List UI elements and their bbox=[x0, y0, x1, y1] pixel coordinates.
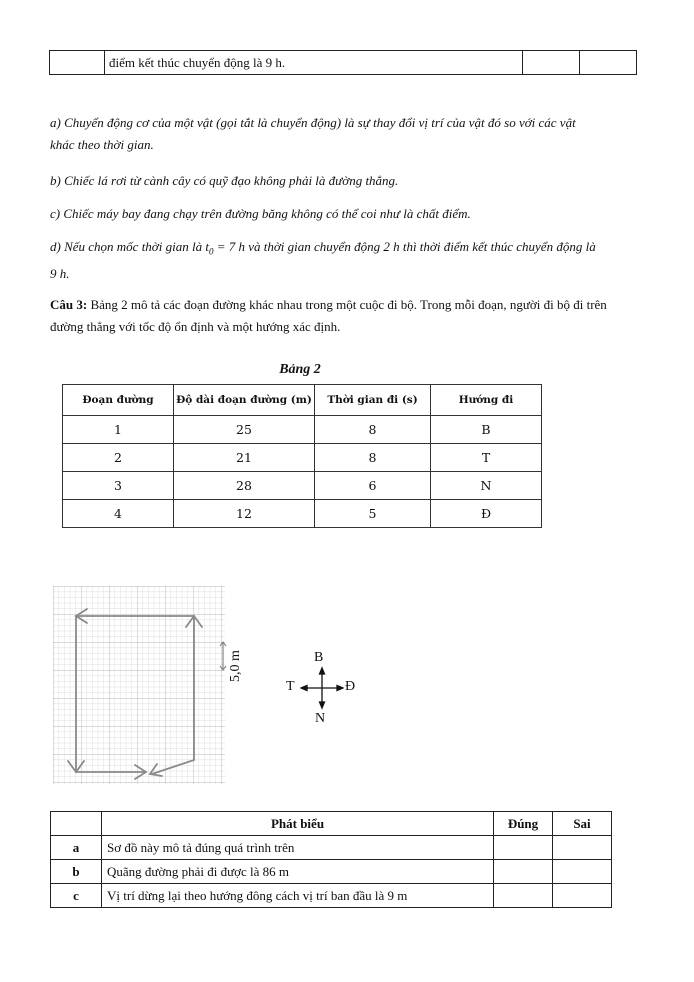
cell: N bbox=[431, 472, 542, 500]
cell: 25 bbox=[174, 416, 315, 444]
row-label: b bbox=[51, 860, 102, 884]
statement-cell: điểm kết thúc chuyển động là 9 h. bbox=[105, 51, 523, 75]
header-time: Thời gian đi (s) bbox=[315, 385, 431, 416]
header-true: Đúng bbox=[494, 812, 553, 836]
table-row bbox=[63, 472, 542, 500]
scale-text: 5,0 m bbox=[228, 650, 243, 682]
header-false: Sai bbox=[553, 812, 612, 836]
statement-text: Quãng đường phải đi được là 86 m bbox=[102, 860, 494, 884]
cell: 8 bbox=[315, 416, 431, 444]
question-label: Câu 3: bbox=[50, 297, 88, 312]
table-row bbox=[50, 51, 637, 75]
cell: 4 bbox=[63, 500, 174, 528]
previous-question-table bbox=[49, 50, 637, 75]
table-row bbox=[63, 416, 542, 444]
compass-west: T bbox=[286, 679, 295, 694]
statement-b: b) Chiếc lá rơi từ cành cây có quỹ đạo không phải là đường thẳng. bbox=[50, 173, 399, 188]
row-label: a bbox=[51, 836, 102, 860]
statement-a bbox=[50, 112, 650, 156]
statement-a-line2: khác theo thời gian. bbox=[50, 137, 154, 152]
cell: 8 bbox=[315, 444, 431, 472]
statement-d-line1 bbox=[50, 236, 650, 263]
cell: 21 bbox=[174, 444, 315, 472]
compass-east: Đ bbox=[345, 679, 356, 694]
cell: B bbox=[431, 416, 542, 444]
true-checkbox-cell[interactable] bbox=[494, 860, 553, 884]
cell: 28 bbox=[174, 472, 315, 500]
statement-d-post: = 7 h và thời gian chuyển động 2 h thì thời điểm kết thúc chuyển động là bbox=[213, 239, 596, 254]
question-3 bbox=[50, 294, 650, 338]
true-checkbox-cell[interactable] bbox=[494, 884, 553, 908]
header-label bbox=[51, 812, 102, 836]
compass-north: B bbox=[314, 650, 324, 665]
table-header-row bbox=[63, 385, 542, 416]
false-checkbox-cell[interactable] bbox=[553, 884, 612, 908]
cell: T bbox=[431, 444, 542, 472]
true-cell bbox=[523, 51, 580, 75]
header-segment: Đoạn đường bbox=[63, 385, 174, 416]
subscript: 0 bbox=[208, 246, 214, 257]
table-header-row bbox=[51, 812, 612, 836]
statement-a-line1: a) Chuyển động cơ của một vật (gọi tắt là chuyển động) là sự thay đổi vị trí của vật đó so với các vật bbox=[50, 115, 576, 130]
table-row bbox=[51, 884, 612, 908]
table-row bbox=[63, 444, 542, 472]
statement-d-pre: d) Nếu chọn mốc thời gian là t bbox=[50, 239, 209, 254]
true-checkbox-cell[interactable] bbox=[494, 836, 553, 860]
cell: Đ bbox=[431, 500, 542, 528]
statement-d-line2: 9 h. bbox=[50, 265, 70, 281]
table-row bbox=[51, 860, 612, 884]
compass-south: N bbox=[315, 711, 326, 726]
header-direction: Hướng đi bbox=[431, 385, 542, 416]
statement-text: Vị trí dừng lại theo hướng đông cách vị trí ban đầu là 9 m bbox=[102, 884, 494, 908]
table-caption: Bảng 2 bbox=[279, 362, 321, 377]
header-length: Độ dài đoạn đường (m) bbox=[174, 385, 315, 416]
question-text: Bảng 2 mô tả các đoạn đường khác nhau trong một cuộc đi bộ. Trong mỗi đoạn, người đi bộ đi trên bbox=[87, 297, 607, 312]
cell: 12 bbox=[174, 500, 315, 528]
row-label-cell bbox=[50, 51, 105, 75]
table-row bbox=[63, 500, 542, 528]
cell: 6 bbox=[315, 472, 431, 500]
compass-icon bbox=[300, 666, 344, 710]
path-grid-diagram bbox=[53, 586, 228, 784]
cell: 2 bbox=[63, 444, 174, 472]
row-label: c bbox=[51, 884, 102, 908]
scale-label bbox=[222, 616, 243, 682]
statement-text: Sơ đồ này mô tả đúng quá trình trên bbox=[102, 836, 494, 860]
walking-segments-table bbox=[62, 384, 542, 528]
false-checkbox-cell[interactable] bbox=[553, 836, 612, 860]
cell: 5 bbox=[315, 500, 431, 528]
statement-c: c) Chiếc máy bay đang chạy trên đường băng không có thể coi như là chất điểm. bbox=[50, 206, 471, 221]
question-3-line2: đường thẳng với tốc độ ổn định và một hướng xác định. bbox=[50, 319, 341, 334]
table-row bbox=[51, 836, 612, 860]
false-cell bbox=[580, 51, 637, 75]
cell: 3 bbox=[63, 472, 174, 500]
question-3-line1 bbox=[50, 294, 650, 316]
statement-d bbox=[50, 236, 650, 285]
true-false-table bbox=[50, 811, 612, 908]
header-statement: Phát biểu bbox=[102, 812, 494, 836]
false-checkbox-cell[interactable] bbox=[553, 860, 612, 884]
cell: 1 bbox=[63, 416, 174, 444]
